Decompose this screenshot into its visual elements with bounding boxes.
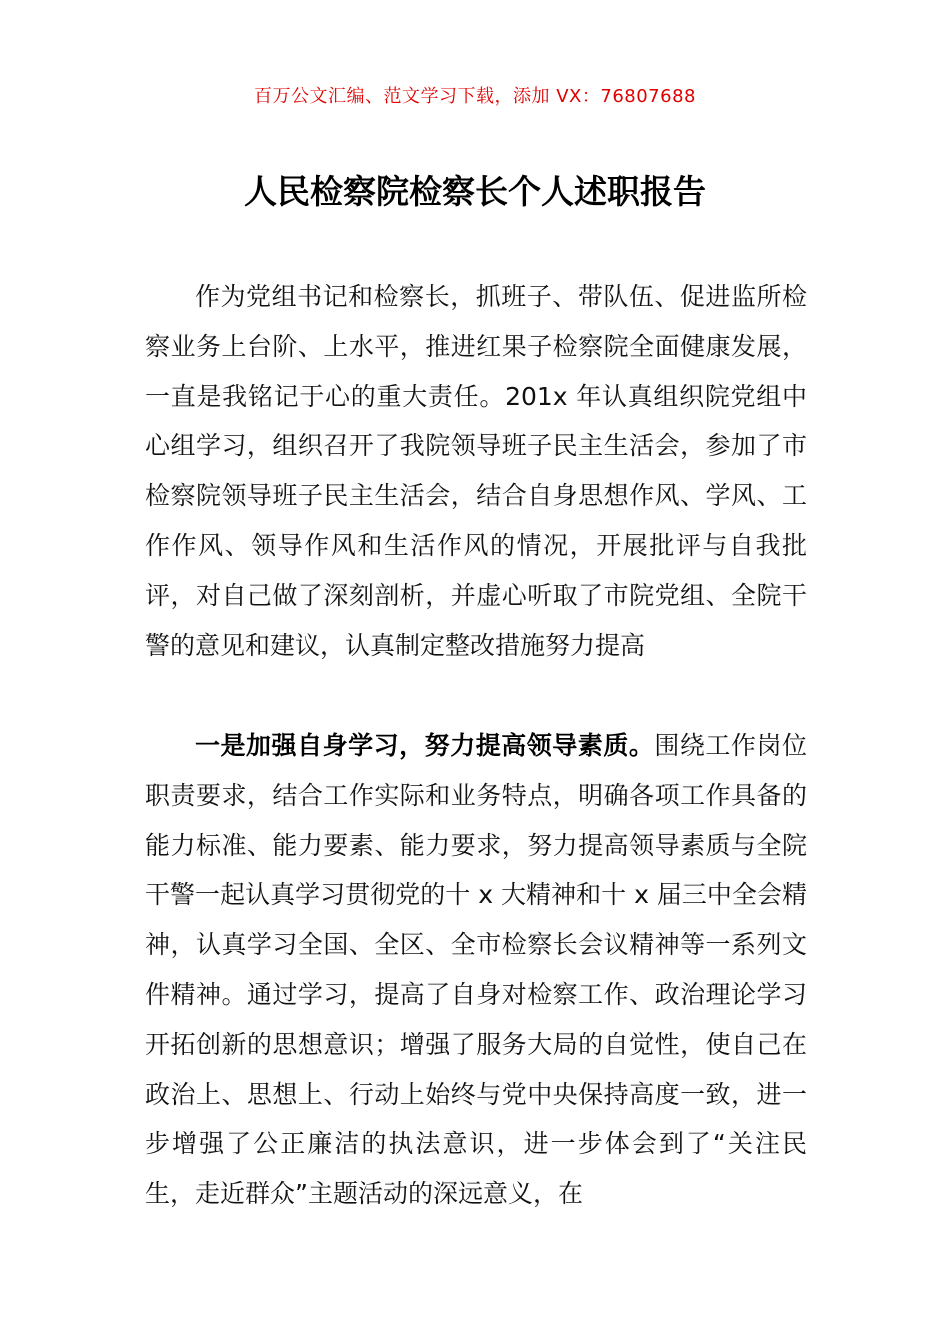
paragraph-text: 围绕工作岗位职责要求，结合工作实际和业务特点，明确各项工作具备的能力标准、能力要素、能力要求，努力提高领导素质与全院干警一起认真学习贯彻党的十 x 大精神和十 x 届三中全会精神，认真学习全国、全区、全市检察长会议精神等一系列文件精神。通过学习，提高了自身对检察工作、政治理论学习开拓创新的思想意识；增强了服务大局的自觉性，使自己在政治上、思想上、行动上始终与党中央保持高度一致，进一步增强了公正廉洁的执法意识，进一步体会到了“关注民生，走近群众”主题活动的深远意义，在	[145, 731, 807, 1209]
paragraph-lead-heading: 一是加强自身学习，努力提高领导素质。	[195, 731, 655, 760]
paragraph-text: 作为党组书记和检察长，抓班子、带队伍、促进监所检察业务上台阶、上水平，推进红果子检察院全面健康发展，一直是我铭记于心的重大责任。201x 年认真组织院党组中心组学习，组织召开了我院领导班子民主生活会，参加了市检察院领导班子民主生活会，结合自身思想作风、学风、工作作风、领导作风和生活作风的情况，开展批评与自我批评，对自己做了深刻剖析，并虚心听取了市院党组、全院干警的意见和建议，认真制定整改措施努力提高	[145, 282, 807, 660]
document-title: 人民检察院检察长个人述职报告	[244, 172, 706, 211]
paragraph-intro	[145, 272, 807, 670]
paragraph-point-one	[145, 721, 807, 1219]
header-watermark-note: 百万公文汇编、范文学习下载，添加 VX：76807688	[254, 86, 696, 107]
